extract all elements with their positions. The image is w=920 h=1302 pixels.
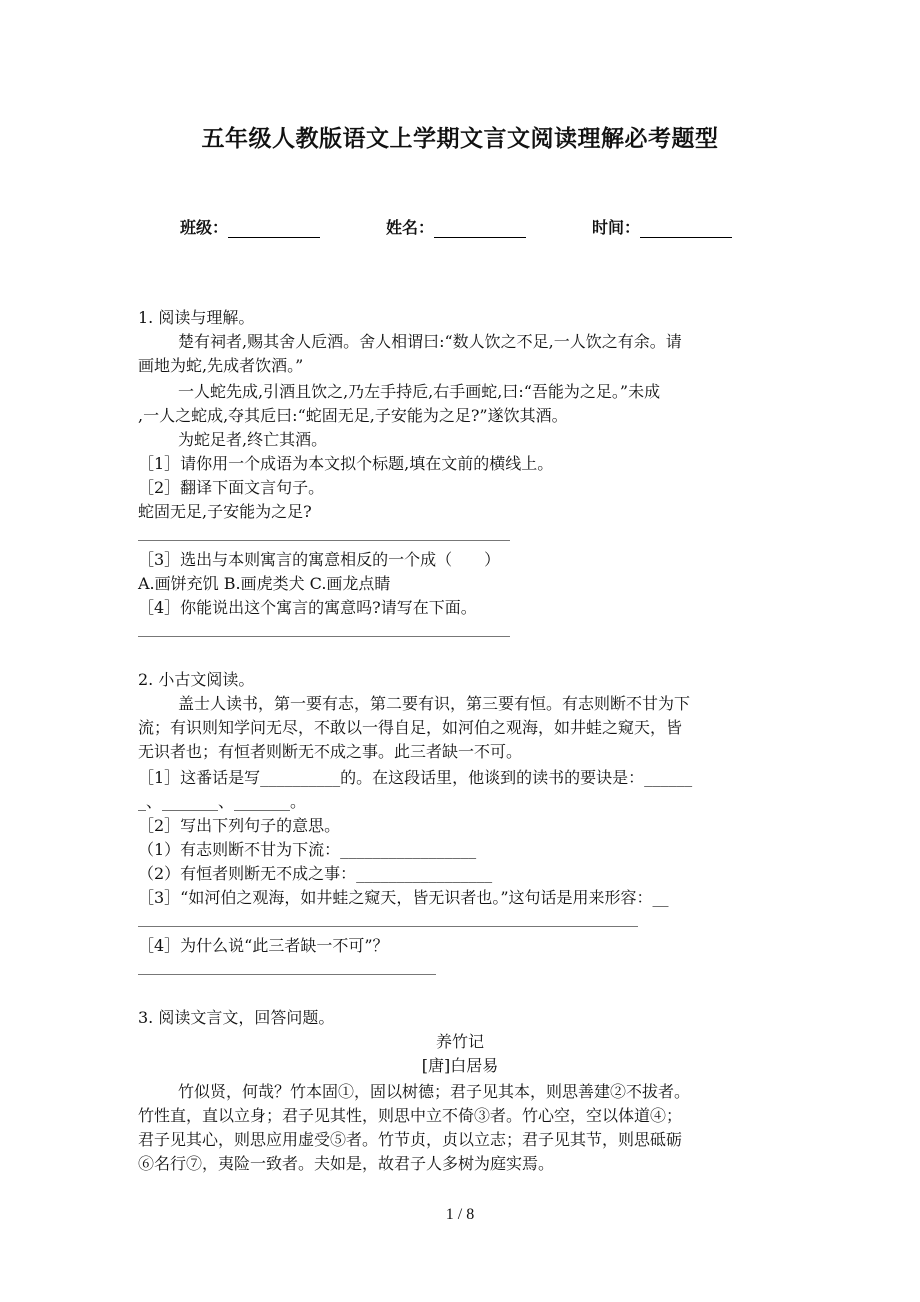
q3-author: [唐]白居易	[421, 1056, 499, 1075]
q1-passage-line: 为蛇足者,终亡其酒。	[178, 430, 328, 449]
q1-passage-line: 画地为蛇,先成者饮酒。”	[138, 356, 304, 375]
q1-sentence: 蛇固无足,子安能为之足?	[138, 502, 312, 521]
time-label: 时间：	[592, 218, 641, 237]
q2-item-2: （2）有恒者则断无不成之事：_________________	[138, 864, 493, 883]
answer-line[interactable]	[138, 540, 510, 541]
name-field	[386, 215, 526, 238]
q3-passage-line: 竹似贤，何哉？竹本固①，固以树德；君子见其本，则思善建②不拔者。	[178, 1082, 691, 1101]
q3-heading: 3. 阅读文言文，回答问题。	[138, 1008, 335, 1027]
time-blank[interactable]	[640, 219, 732, 238]
q3-passage-line: 竹性直，直以立身；君子见其性，则思中立不倚③者。竹心空，空以体道④；	[138, 1106, 683, 1125]
q2-subquestion-2: ［2］写出下列句子的意思。	[138, 816, 341, 835]
q2-subquestion-4: ［4］为什么说“此三者缺一不可”？	[138, 936, 389, 955]
answer-line[interactable]	[138, 974, 436, 975]
q3-text-title: 养竹记	[435, 1032, 484, 1051]
q3-passage-line: ⑥名行⑦，夷险一致者。夫如是，故君子人多树为庭实焉。	[138, 1154, 555, 1173]
q2-subquestion-1-cont: _、_______、_______。	[138, 792, 307, 811]
q2-subquestion-1: ［1］这番话是写__________的。在这段话里，他谈到的读书的要诀是：______	[138, 768, 693, 787]
name-label: 姓名：	[386, 218, 435, 237]
q1-subquestion-2: ［2］翻译下面文言句子。	[138, 478, 325, 497]
q2-item-1: （1）有志则断不甘为下流：_________________	[138, 840, 477, 859]
name-blank[interactable]	[434, 219, 526, 238]
class-blank[interactable]	[228, 219, 320, 238]
class-label: 班级：	[180, 218, 229, 237]
q1-subquestion-3: ［3］选出与本则寓言的寓意相反的一个成（ ）	[138, 550, 501, 569]
time-field	[592, 215, 732, 238]
q1-heading: 1. 阅读与理解。	[138, 308, 255, 327]
q1-subquestion-4: ［4］你能说出这个寓言的寓意吗?请写在下面。	[138, 598, 477, 617]
answer-line[interactable]	[138, 636, 510, 637]
answer-line[interactable]	[138, 926, 638, 927]
q2-heading: 2. 小古文阅读。	[138, 670, 255, 689]
q3-passage-line: 君子见其心，则思应用虚受⑤者。竹节贞，贞以立志；君子见其节，则思砥砺	[138, 1130, 683, 1149]
q1-options: A.画饼充饥 B.画虎类犬 C.画龙点睛	[138, 574, 391, 593]
q2-subquestion-3: ［3］“如河伯之观海，如井蛙之窥天，皆无识者也。”这句话是用来形容：__	[138, 888, 669, 907]
q1-passage-line: 一人蛇先成,引酒且饮之,乃左手持卮,右手画蛇,曰:“吾能为之足。”未成	[178, 382, 661, 401]
class-field	[180, 215, 320, 238]
q1-subquestion-1: ［1］请你用一个成语为本文拟个标题,填在文前的横线上。	[138, 454, 554, 473]
q2-passage-line: 流；有识则知学问无尽，不敢以一得自足，如河伯之观海，如井蛙之窥天，皆	[138, 718, 683, 737]
page-title: 五年级人教版语文上学期文言文阅读理解必考题型	[201, 125, 719, 152]
page-number: 1 / 8	[445, 1206, 475, 1223]
q2-passage-line: 盖士人读书，第一要有志，第二要有识，第三要有恒。有志则断不甘为下	[178, 694, 691, 713]
q1-passage-line: 楚有祠者,赐其舍人卮酒。舍人相谓曰:“数人饮之不足,一人饮之有余。请	[178, 332, 682, 351]
q1-passage-line: ,一人之蛇成,夺其卮曰:“蛇固无足,子安能为之足?”遂饮其酒。	[138, 406, 568, 425]
q2-passage-line: 无识者也；有恒者则断无不成之事。此三者缺一不可。	[138, 742, 523, 761]
